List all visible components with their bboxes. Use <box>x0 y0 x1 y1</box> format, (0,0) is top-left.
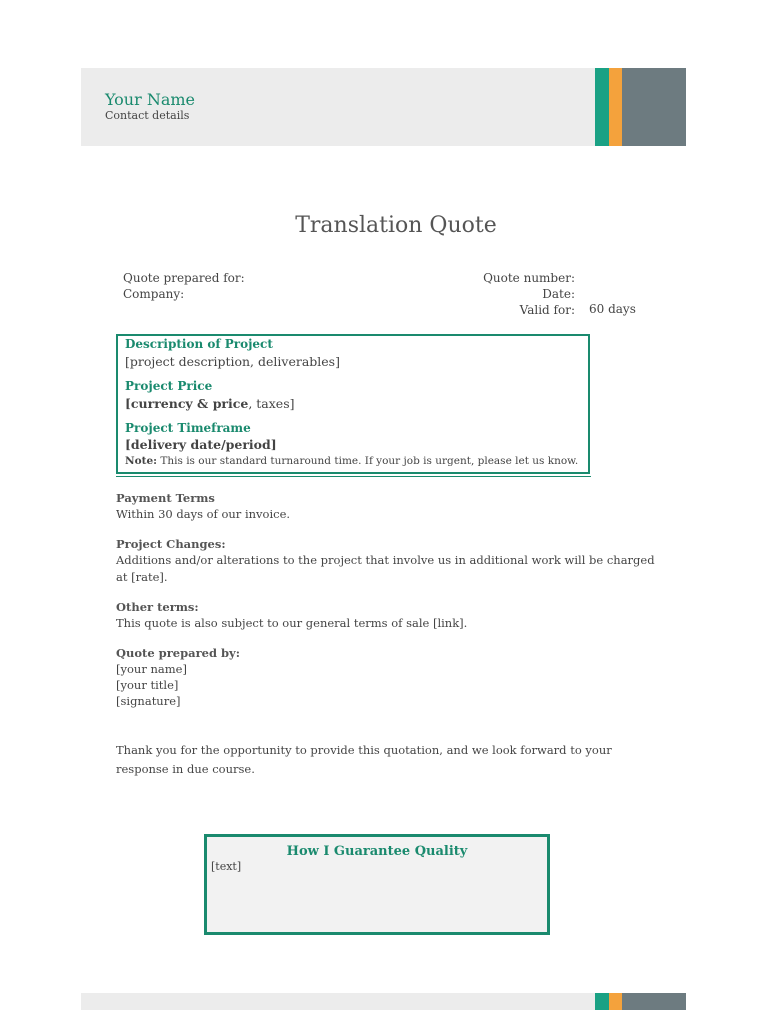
price-heading: Project Price <box>125 379 213 393</box>
footer-stripe-slate <box>622 993 686 1010</box>
footer-stripe-orange <box>609 993 622 1010</box>
timeframe-heading: Project Timeframe <box>125 421 251 435</box>
description-value: [project description, deliverables] <box>125 354 340 369</box>
header-band <box>81 68 686 146</box>
preparer-title: [your title] <box>116 678 179 692</box>
description-heading: Description of Project <box>125 337 273 351</box>
accent-stripe-teal <box>595 68 609 146</box>
accent-stripe-slate <box>622 68 686 146</box>
payment-terms <box>116 490 666 522</box>
closing-paragraph: Thank you for the opportunity to provide this quotation, and we look forward to your response in due course. <box>116 743 612 776</box>
guarantee-text: [text] <box>211 860 242 873</box>
document-title: Translation Quote <box>295 213 497 238</box>
quote-number-label: Quote number: <box>483 271 575 285</box>
company-label: Company: <box>123 287 185 301</box>
timeframe-value: [delivery date/period] <box>125 437 277 452</box>
other-text: This quote is also subject to our general terms of sale [link]. <box>116 616 468 630</box>
footer-band <box>81 993 686 1010</box>
guarantee-box <box>204 834 550 935</box>
payment-text: Within 30 days of our invoice. <box>116 507 291 521</box>
turnaround-note <box>125 455 578 467</box>
client-meta <box>123 270 245 302</box>
accent-stripe-orange <box>609 68 622 146</box>
valid-for-label: Valid for: <box>519 303 575 317</box>
price-value <box>125 396 295 411</box>
note-text: This is our standard turnaround time. If your job is urgent, please let us know. <box>157 455 579 467</box>
price-value-bold: [currency & price <box>125 396 249 411</box>
date-label: Date: <box>542 287 575 301</box>
prepared-for-label: Quote prepared for: <box>123 271 245 285</box>
footer-stripe-teal <box>595 993 609 1010</box>
price-value-rest: , taxes] <box>248 396 295 411</box>
project-changes <box>116 536 666 586</box>
project-summary-box <box>116 334 590 474</box>
changes-text: Additions and/or alterations to the project that involve us in additional work will be charged at [rate]. <box>116 553 655 584</box>
valid-for-value: 60 days <box>589 302 636 316</box>
preparer-name: [your name] <box>116 662 187 676</box>
note-label: Note: <box>125 455 158 467</box>
contact-details: Contact details <box>105 109 190 122</box>
box-underline <box>116 476 591 477</box>
other-heading: Other terms: <box>116 600 199 614</box>
other-terms <box>116 599 666 631</box>
payment-heading: Payment Terms <box>116 491 215 505</box>
quote-meta <box>440 270 575 318</box>
prepared-by-heading: Quote prepared by: <box>116 646 240 660</box>
guarantee-title: How I Guarantee Quality <box>286 844 468 859</box>
preparer-signature: [signature] <box>116 694 181 708</box>
prepared-by <box>116 645 666 709</box>
sender-name: Your Name <box>105 90 196 109</box>
changes-heading: Project Changes: <box>116 537 226 551</box>
